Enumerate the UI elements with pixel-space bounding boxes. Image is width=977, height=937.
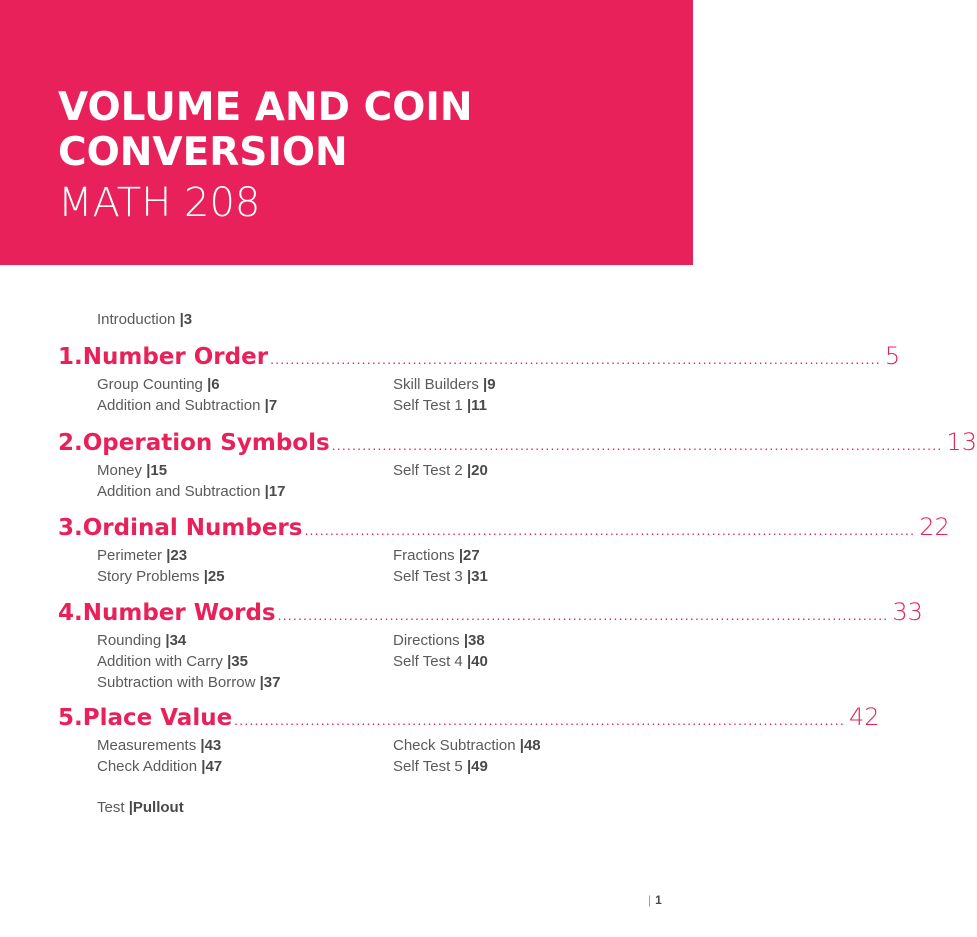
toc-subtopic[interactable]	[393, 758, 488, 775]
subtopic-page: |23	[166, 547, 188, 564]
section-page: 33	[892, 598, 923, 626]
intro-page: |3	[179, 311, 193, 328]
subtopic-label: Check Subtraction	[393, 737, 516, 754]
toc-subtopic[interactable]	[97, 376, 220, 393]
toc-subtopic[interactable]	[97, 462, 167, 479]
toc-subtopic[interactable]	[393, 397, 487, 414]
toc-subtopic[interactable]	[97, 483, 286, 500]
subtopic-label: Fractions	[393, 547, 455, 564]
subtopic-label: Rounding	[97, 632, 162, 649]
section-title: Ordinal Numbers	[82, 515, 303, 541]
toc-subtopic[interactable]	[393, 568, 488, 585]
section-page: 42	[848, 703, 880, 731]
title-line-2: CONVERSION	[58, 130, 348, 175]
subtopic-label: Directions	[393, 632, 460, 649]
subtopic-page: |31	[466, 568, 488, 585]
subtopic-page: |49	[466, 758, 488, 775]
toc-subtopic[interactable]	[97, 758, 222, 775]
section-page: 13	[946, 428, 977, 456]
subtopic-page: |40	[466, 653, 488, 670]
dot-leader: ........................................................................................................................	[234, 712, 845, 728]
subtopic-page: |25	[203, 568, 225, 585]
subtopic-page: |48	[519, 737, 541, 754]
subtopic-label: Addition with Carry	[97, 653, 223, 670]
page-footer	[648, 893, 662, 907]
subtopic-label: Skill Builders	[393, 376, 479, 393]
toc-subtopic[interactable]	[393, 653, 488, 670]
dot-leader: ........................................................................................................................	[304, 522, 916, 538]
section-page: 22	[919, 513, 950, 541]
toc-subtopic[interactable]	[97, 653, 248, 670]
toc-section-heading[interactable]	[58, 428, 977, 458]
subtopic-page: |17	[264, 483, 286, 500]
subtopic-page: |9	[483, 376, 496, 393]
subtopic-page: |6	[207, 376, 220, 393]
toc-subtopic[interactable]	[97, 737, 221, 754]
toc-subtopic[interactable]	[97, 568, 225, 585]
toc-test[interactable]	[97, 799, 184, 816]
section-number: 4.	[58, 600, 83, 626]
subtopic-label: Money	[97, 462, 143, 479]
toc-section-heading[interactable]	[58, 598, 923, 628]
dot-leader: ........................................................................................................................	[331, 437, 943, 453]
section-page: 5	[884, 342, 901, 370]
subtopic-label: Measurements	[97, 737, 197, 754]
toc-intro[interactable]	[97, 311, 192, 328]
test-label: Test	[97, 799, 125, 816]
toc-subtopic[interactable]	[97, 674, 280, 691]
subtopic-label: Addition and Subtraction	[97, 483, 261, 500]
cover-header	[0, 0, 693, 265]
subtopic-page: |7	[264, 397, 278, 414]
subtopic-page: |43	[200, 737, 222, 754]
intro-label: Introduction	[97, 311, 176, 328]
subtopic-page: |47	[201, 758, 223, 775]
section-title: Number Words	[82, 600, 276, 626]
toc-subtopic[interactable]	[393, 547, 480, 564]
section-number: 5.	[58, 705, 83, 731]
toc-section-heading[interactable]	[58, 703, 880, 733]
subtopic-page: |20	[466, 462, 488, 479]
toc-subtopic[interactable]	[393, 462, 488, 479]
toc-subtopic[interactable]	[393, 376, 496, 393]
test-page: |Pullout	[128, 799, 184, 816]
subtopic-page: |35	[227, 653, 248, 670]
subtopic-label: Self Test 4	[393, 653, 463, 670]
subtopic-page: |34	[165, 632, 187, 649]
subtopic-label: Subtraction with Borrow	[97, 674, 256, 691]
toc-subtopic[interactable]	[393, 737, 541, 754]
title-line-1: VOLUME AND COIN	[58, 85, 473, 130]
section-title: Place Value	[82, 705, 233, 731]
subtopic-page: |11	[466, 397, 487, 414]
subtopic-label: Self Test 1	[393, 397, 463, 414]
course-code: MATH 208	[58, 180, 261, 226]
subtopic-label: Self Test 2	[393, 462, 463, 479]
toc-subtopic[interactable]	[97, 547, 187, 564]
dot-leader: ........................................................................................................................	[277, 607, 889, 623]
subtopic-label: Check Addition	[97, 758, 198, 775]
subtopic-label: Perimeter	[97, 547, 163, 564]
toc-section-heading[interactable]	[58, 342, 901, 372]
dot-leader: ........................................................................................................................	[270, 351, 881, 367]
subtopic-page: |27	[458, 547, 480, 564]
subtopic-label: Group Counting	[97, 376, 203, 393]
subtopic-label: Addition and Subtraction	[97, 397, 261, 414]
subtopic-page: |37	[259, 674, 281, 691]
subtopic-label: Self Test 3	[393, 568, 463, 585]
subtopic-label: Story Problems	[97, 568, 200, 585]
toc-subtopic[interactable]	[97, 397, 277, 414]
section-title: Number Order	[82, 344, 269, 370]
section-number: 1.	[58, 344, 83, 370]
subtopic-page: |15	[146, 462, 168, 479]
footer-page-number: 1	[655, 893, 662, 907]
section-number: 2.	[58, 430, 83, 456]
subtopic-page: |38	[463, 632, 485, 649]
toc-subtopic[interactable]	[97, 632, 186, 649]
section-title: Operation Symbols	[82, 430, 330, 456]
section-number: 3.	[58, 515, 83, 541]
footer-divider: |	[648, 893, 652, 907]
toc-subtopic[interactable]	[393, 632, 485, 649]
subtopic-label: Self Test 5	[393, 758, 463, 775]
toc-section-heading[interactable]	[58, 513, 950, 543]
